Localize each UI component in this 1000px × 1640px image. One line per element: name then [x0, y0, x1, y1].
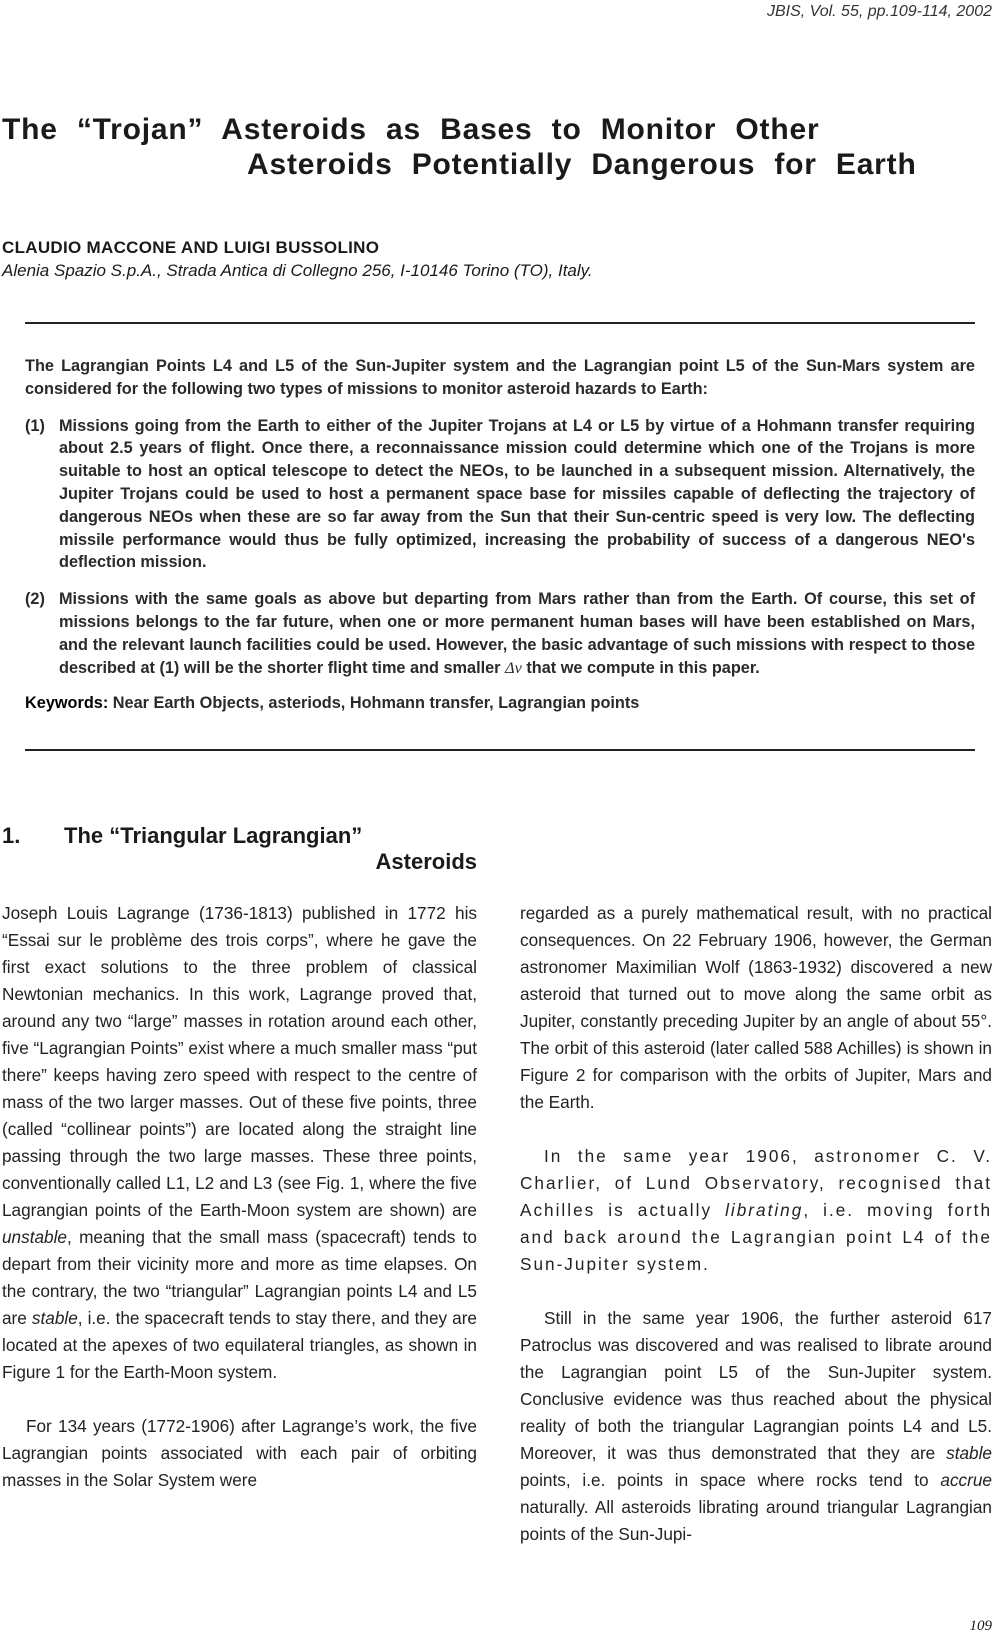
abstract-item-1-text: Missions going from the Earth to either of the Jupiter Trojans at L4 or L5 by virtue of a Hohmann transfer requiring about 2.5 years of flight. Once there, a reconnaissance mission could determine which one of the Trojans is more suitable to host an optical telescope to detect the NEOs, to be launched in a subsequent mission. Alternatively, the Jupiter Trojans could be used to host a permanent space base for missiles capable of deflecting the trajectory of dangerous NEOs when these are so far away from the Sun that their Sun-centric speed is very low. The deflecting missile performance would thus be fully optimized, increasing the probability of success of a dangerous NEO's deflection mission. — [59, 416, 975, 572]
emphasis-librating: librating — [725, 1200, 804, 1220]
emphasis-stable: stable — [31, 1308, 78, 1328]
section-title-part-1: The “Triangular Lagrangian” — [64, 823, 363, 848]
keywords-list: Near Earth Objects, asteriods, Hohmann transfer, Lagrangian points — [112, 694, 640, 713]
emphasis-unstable: unstable — [2, 1227, 67, 1247]
body-paragraph-3: regarded as a purely mathematical result, with no practical consequences. On 22 February 1906, however, the German astronomer Maximilian Wolf (1863-1932) discovered a new asteroid that turned out to move along the same orbit as Jupiter, constantly preceding Jupiter by an angle of about 55°. The orbit of this asteroid (later called 588 Achilles) is shown in Figure 2 for comparison with the orbits of Jupiter, Mars and the Earth. — [520, 903, 992, 1112]
section-number: 1. — [2, 823, 21, 848]
abstract-item-2-text-end: that we compute in this paper. — [526, 658, 760, 677]
title-line-1: The “Trojan” Asteroids as Bases to Monitor Other — [2, 113, 820, 146]
section-heading — [2, 823, 477, 875]
paper-title — [2, 112, 997, 182]
body-paragraph-1: Joseph Louis Lagrange (1736-1813) published in 1772 his “Essai sur le problème des trois corps”, where he gave the first exact solutions to the three problem of classical Newtonian mechanics. In this work, Lagrange proved that, around any two “large” masses in rotation around each other, five “Lagrangian Points” exist where a much smaller mass “put there” keeps having zero speed with respect to the centre of mass of the two larger masses. Out of these five points, three (called “collinear points”) are located along the straight line passing through the two large masses. These three points, conventionally called L1, L2 and L3 (see Fig. 1, where the five Lagrangian points of the Earth-Moon system are shown) are unstable, meaning that the small mass (spacecraft) tends to depart from their vicinity more and more as time elapses. On the contrary, the two “triangular” Lagrangian points L4 and L5 are stable, i.e. the spacecraft tends to stay there, and they are located at the apexes of two equilateral triangles, as shown in Figure 1 for the Earth-Moon system. — [2, 903, 477, 1382]
emphasis-accrue: accrue — [940, 1470, 992, 1490]
section-title-part-2: Asteroids — [375, 849, 477, 874]
authors: CLAUDIO MACCONE AND LUIGI BUSSOLINO — [2, 238, 380, 257]
abstract-item-2-text: Missions with the same goals as above but departing from Mars rather than from the Earth. Of course, this set of missions belongs to the far future, when one or more permanent human bases will have been established on Mars, and the relevant launch facilities could be used. However, the basic advantage of such missions with respect to those described at (1) will be the shorter flight time and smaller — [59, 590, 975, 677]
keywords — [25, 692, 975, 715]
abstract-item-1-number: (1) — [25, 416, 45, 435]
abstract-item-2-number: (2) — [25, 590, 45, 609]
abstract-top-rule — [25, 322, 975, 324]
body-paragraph-4: In the same year 1906, astronomer C. V. Charlier, of Lund Observatory, recognised that Achilles is actually librating, i.e. moving forth and back around the Lagrangian point L4 of the Sun-Jupiter system. — [520, 1146, 992, 1274]
section-heading-line-1 — [2, 823, 362, 848]
journal-reference: JBIS, Vol. 55, pp.109-114, 2002 — [766, 3, 992, 20]
abstract-item-1 — [25, 415, 975, 575]
body-paragraph-2: For 134 years (1772-1906) after Lagrange’s work, the five Lagrangian points associated with each pair of orbiting masses in the Solar System were — [2, 1416, 477, 1490]
left-column — [2, 900, 477, 1494]
keywords-label: Keywords: — [25, 694, 109, 713]
right-column — [520, 900, 992, 1548]
page-number: 109 — [969, 1618, 992, 1634]
abstract-intro: The Lagrangian Points L4 and L5 of the Sun-Jupiter system and the Lagrangian point L5 of the Sun-Mars system are considered for the following two types of missions to monitor asteroid hazards to Earth: — [25, 357, 975, 398]
affiliation: Alenia Spazio S.p.A., Strada Antica di Collegno 256, I-10146 Torino (TO), Italy. — [2, 261, 593, 280]
delta-v-symbol: Δv — [505, 657, 522, 677]
title-line-2: Asteroids Potentially Dangerous for Earth — [247, 148, 917, 181]
abstract — [25, 355, 975, 715]
abstract-bottom-rule — [25, 749, 975, 751]
body-paragraph-5: Still in the same year 1906, the further asteroid 617 Patroclus was discovered and was realised to librate around the Lagrangian point L5 of the Sun-Jupiter system. Conclusive evidence was thus reached about the physical reality of both the triangular Lagrangian points L4 and L5. Moreover, it was thus demonstrated that they are stable points, i.e. points in space where rocks tend to accrue naturally. All asteroids librating around triangular Lagrangian points of the Sun-Jupi- — [520, 1308, 992, 1544]
emphasis-stable-2: stable — [946, 1443, 992, 1463]
abstract-item-2 — [25, 588, 975, 679]
